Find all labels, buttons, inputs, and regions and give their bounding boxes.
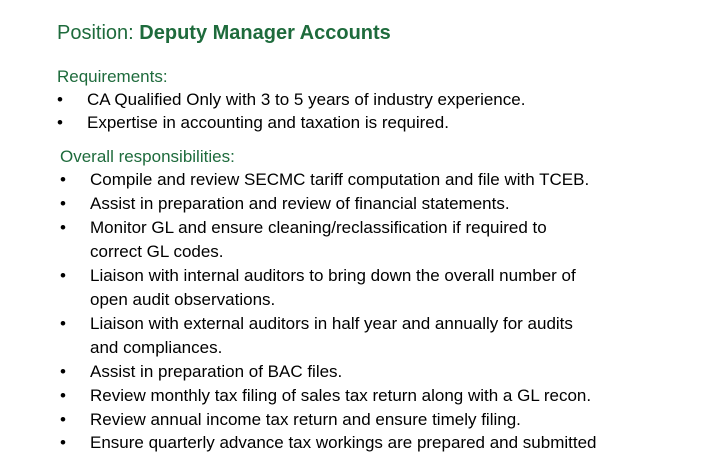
requirement-item — [57, 111, 449, 135]
responsibility-item — [60, 168, 589, 192]
requirements-heading: Requirements: — [57, 67, 168, 86]
position-value: Deputy Manager Accounts — [139, 22, 391, 44]
responsibility-item — [60, 312, 573, 360]
responsibility-text-continued: open audit observations. — [90, 290, 276, 309]
responsibility-item — [60, 216, 547, 264]
responsibility-text: Compile and review SECMC tariff computation and file with TCEB. — [90, 170, 590, 189]
responsibility-item — [60, 192, 510, 216]
bullet-icon: • — [60, 266, 66, 285]
responsibility-text: Review annual income tax return and ensure timely filing. — [90, 410, 521, 429]
requirement-text: CA Qualified Only with 3 to 5 years of industry experience. — [87, 90, 526, 109]
responsibility-text: Liaison with internal auditors to bring down the overall number of — [90, 266, 576, 285]
position-title — [57, 22, 391, 45]
responsibilities-heading: Overall responsibilities: — [60, 147, 235, 166]
bullet-icon: • — [60, 170, 66, 189]
bullet-icon: • — [57, 113, 63, 132]
bullet-icon: • — [60, 362, 66, 381]
responsibility-text-continued: and compliances. — [90, 338, 223, 357]
responsibility-text: Assist in preparation and review of financial statements. — [90, 194, 510, 213]
responsibility-text: Monitor GL and ensure cleaning/reclassification if required to — [90, 218, 547, 237]
responsibility-item — [60, 431, 597, 455]
requirement-text: Expertise in accounting and taxation is required. — [87, 113, 449, 132]
responsibility-text: Liaison with external auditors in half year and annually for audits — [90, 314, 573, 333]
bullet-icon: • — [60, 218, 66, 237]
responsibility-item — [60, 408, 521, 432]
responsibility-item — [60, 360, 342, 384]
requirement-item — [57, 88, 525, 112]
responsibility-text: Ensure quarterly advance tax workings are prepared and submitted — [90, 433, 597, 452]
bullet-icon: • — [57, 90, 63, 109]
responsibility-text: Assist in preparation of BAC files. — [90, 362, 343, 381]
bullet-icon: • — [60, 386, 66, 405]
responsibility-text-continued: correct GL codes. — [90, 242, 224, 261]
responsibility-item — [60, 384, 591, 408]
responsibility-item — [60, 264, 576, 312]
bullet-icon: • — [60, 433, 66, 452]
position-label: Position: — [57, 22, 134, 44]
responsibility-text: Review monthly tax filing of sales tax return along with a GL recon. — [90, 386, 592, 405]
bullet-icon: • — [60, 314, 66, 333]
bullet-icon: • — [60, 194, 66, 213]
bullet-icon: • — [60, 410, 66, 429]
